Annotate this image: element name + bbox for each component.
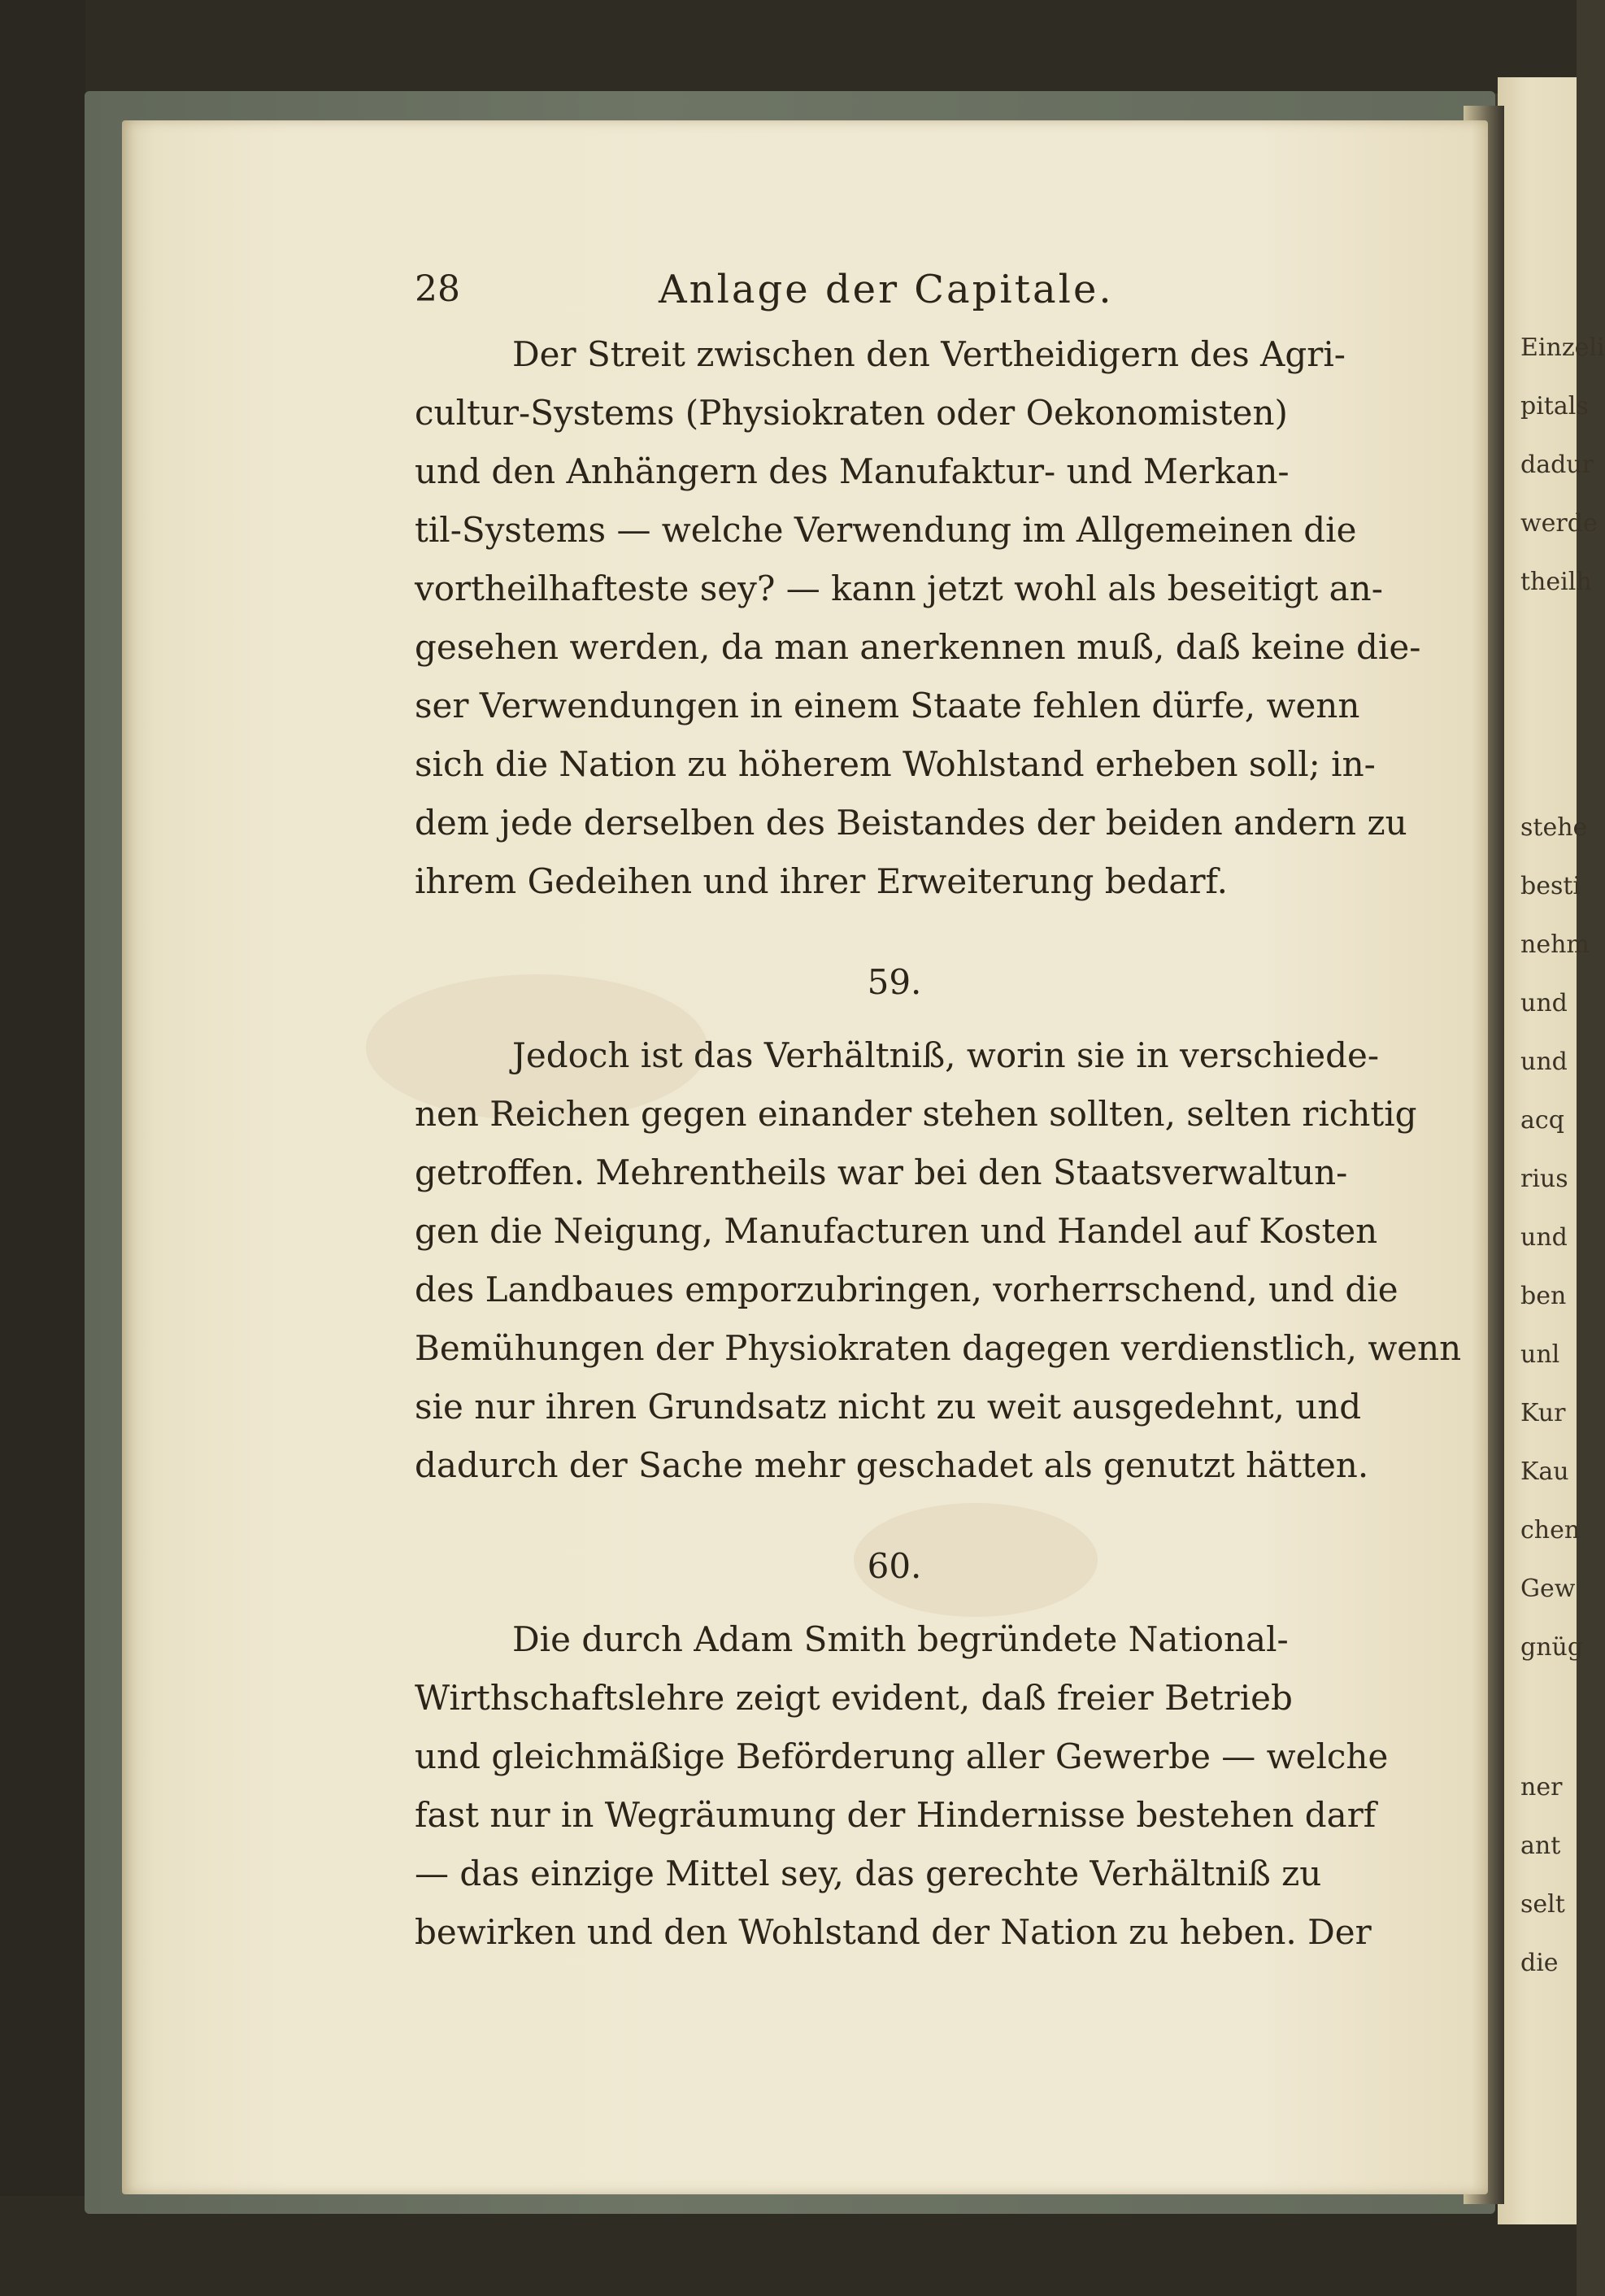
facing-fragment: und xyxy=(1520,989,1568,1017)
facing-fragment: unl xyxy=(1520,1340,1560,1369)
text-line: cultur-Systems (Physiokraten oder Oekonomisten) xyxy=(415,393,1288,433)
facing-fragment: Einzeli xyxy=(1520,333,1605,362)
facing-fragment: pitals xyxy=(1520,392,1589,420)
text-line: bewirken und den Wohlstand der Nation zu heben. Der xyxy=(415,1912,1372,1952)
facing-fragment: die xyxy=(1520,1949,1559,1977)
facing-fragment: Kau xyxy=(1520,1457,1569,1486)
facing-fragment: stehe xyxy=(1520,813,1588,842)
text-line: und gleichmäßige Beförderung aller Gewerbe — welche xyxy=(415,1736,1389,1776)
text-line: vortheilhafteste sey? — kann jetzt wohl als beseitigt an- xyxy=(415,569,1383,608)
facing-fragment: rius xyxy=(1520,1165,1568,1193)
facing-fragment: und xyxy=(1520,1223,1568,1252)
running-head: Anlage der Capitale. xyxy=(659,267,1114,312)
text-line: til-Systems — welche Verwendung im Allgemeinen die xyxy=(415,510,1357,550)
facing-fragment: besti xyxy=(1520,872,1581,900)
text-line: ihrem Gedeihen und ihrer Erweiterung bedarf. xyxy=(415,861,1228,901)
text-line: Jedoch ist das Verhältniß, worin sie in verschiede- xyxy=(512,1035,1380,1075)
scan-background-left xyxy=(0,0,85,2296)
page-content xyxy=(415,260,1462,1962)
text-line: gesehen werden, da man anerkennen muß, daß keine die- xyxy=(415,627,1421,667)
paragraph-1 xyxy=(415,325,1421,911)
page-number: 28 xyxy=(415,268,460,310)
paragraph-3 xyxy=(415,1610,1389,1962)
page-header xyxy=(415,260,1374,325)
facing-fragment: ant xyxy=(1520,1832,1561,1860)
facing-fragment: acq xyxy=(1520,1106,1564,1135)
text-line: nen Reichen gegen einander stehen sollten, selten richtig xyxy=(415,1094,1417,1134)
text-line: dem jede derselben des Beistandes der beiden andern zu xyxy=(415,803,1407,843)
text-line: Die durch Adam Smith begründete National- xyxy=(512,1619,1289,1659)
text-line: sich die Nation zu höherem Wohlstand erheben soll; in- xyxy=(415,744,1376,784)
text-line: des Landbaues emporzubringen, vorherrschend, und die xyxy=(415,1270,1398,1309)
facing-fragment: chen xyxy=(1520,1516,1581,1544)
text-line: ser Verwendungen in einem Staate fehlen dürfe, wenn xyxy=(415,686,1360,725)
paragraph-2 xyxy=(415,1026,1462,1495)
facing-fragment: ben xyxy=(1520,1282,1567,1310)
text-line: — das einzige Mittel sey, das gerechte Verhältniß zu xyxy=(415,1854,1322,1893)
scan-background-top xyxy=(0,0,1577,94)
facing-fragment: ner xyxy=(1520,1773,1563,1802)
section-number-59: 59. xyxy=(867,962,922,1002)
text-line: fast nur in Wegräumung der Hindernisse bestehen darf xyxy=(415,1795,1377,1835)
text-line: Der Streit zwischen den Vertheidigern des Agri- xyxy=(512,334,1346,374)
text-line: und den Anhängern des Manufaktur- und Merkan- xyxy=(415,451,1290,491)
text-line: gen die Neigung, Manufacturen und Handel auf Kosten xyxy=(415,1211,1378,1251)
section-number-60: 60. xyxy=(867,1546,922,1586)
text-line: getroffen. Mehrentheils war bei den Staatsverwaltun- xyxy=(415,1152,1348,1192)
facing-fragment: Kur xyxy=(1520,1399,1566,1427)
facing-fragment: gnüg xyxy=(1520,1633,1584,1662)
text-line: sie nur ihren Grundsatz nicht zu weit ausgedehnt, und xyxy=(415,1387,1362,1427)
text-line: dadurch der Sache mehr geschadet als genutzt hätten. xyxy=(415,1445,1369,1485)
text-line: Wirthschaftslehre zeigt evident, daß freier Betrieb xyxy=(415,1678,1293,1718)
facing-fragment: selt xyxy=(1520,1890,1565,1919)
facing-fragment: werde xyxy=(1520,509,1598,538)
text-line: Bemühungen der Physiokraten dagegen verdienstlich, wenn xyxy=(415,1328,1462,1368)
facing-fragment: und xyxy=(1520,1048,1568,1076)
facing-fragment: nehm xyxy=(1520,930,1590,959)
facing-fragment: Gew xyxy=(1520,1575,1576,1603)
facing-fragment: theilh xyxy=(1520,568,1592,596)
facing-fragment: dadur xyxy=(1520,451,1594,479)
